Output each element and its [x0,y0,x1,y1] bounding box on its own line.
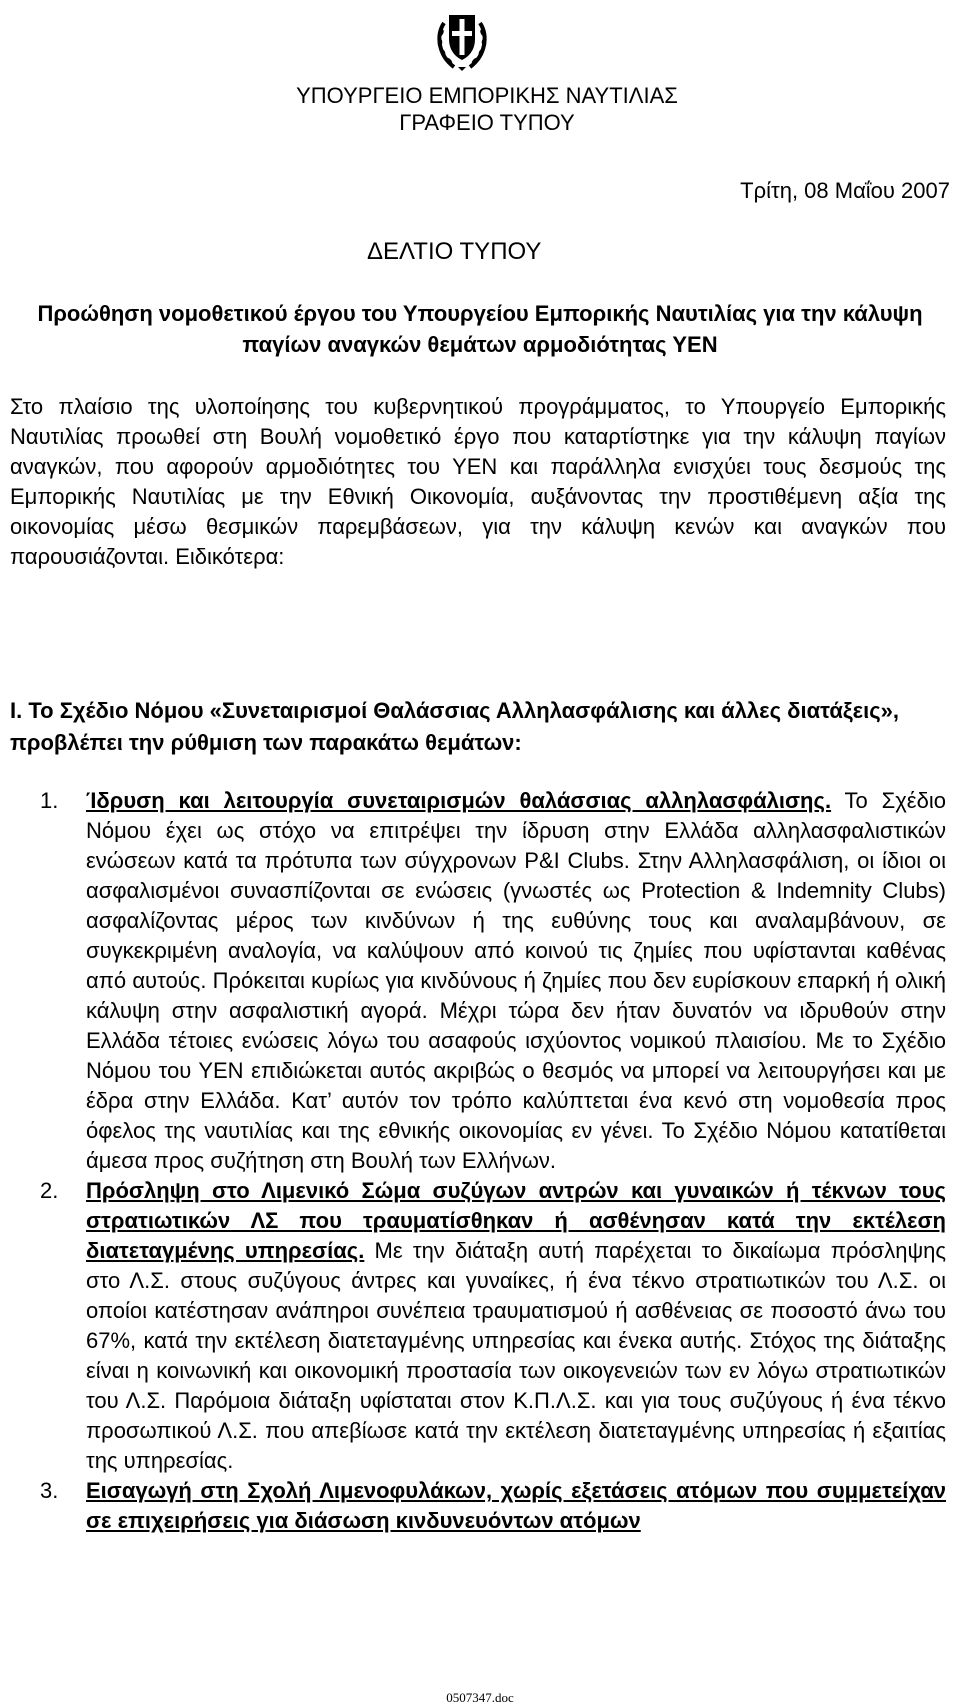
numbered-list [10,786,946,1536]
list-item-text: Το Σχέδιο Νόμου έχει ως στόχο να επιτρέψει την ίδρυση στην Ελλάδα αλληλασφαλιστικών ενώσεων κατά τα πρότυπα των σύγχρονων P&I Clubs. Στην Αλληλασφάλιση, οι ίδιοι οι ασφαλισμένοι συνασπίζονται σε ενώσεις (γνωστές ως Protection & Indemnity Clubs) ασφαλίζοντας μέρος των κινδύνων ή της ευθύνης τους και αναλαμβάνουν, σε συγκεκριμένη αναλογία, να καλύψουν από κοινού τις ζημίες που υφίστανται καθένας από αυτούς. Πρόκειται κυρίως για κινδύνους ή ζημίες που δεν ευρίσκουν επαρκή ή ολική κάλυψη στην ασφαλιστική αγορά. Μέχρι τώρα δεν ήταν δυνατόν να ιδρυθούν στην Ελλάδα τέτοιες ενώσεις λόγω του ασαφούς ισχύοντος νομικού πλαισίου. Με το Σχέδιο Νόμου του ΥΕΝ επιδιώκεται αυτός ακριβώς ο θεσμός να μπορεί να λειτουργήσει και με έδρα στην Ελλάδα. Κατ’ αυτόν τον τρόπο καλύπτεται ένα κενό στη νομοθεσία προς όφελος της ναυτιλίας και της εθνικής οικονομίας εν γένει. Το Σχέδιο Νόμου κατατίθεται άμεσα προς συζήτηση στη Βουλή των Ελλήνων. [86,788,946,1173]
list-item-text: Με την διάταξη αυτή παρέχεται το δικαίωμα πρόσληψης στο Λ.Σ. στους συζύγους άντρες και γυναίκες, ή ένα τέκνο στρατιωτικών του Λ.Σ. οι οποίοι κατέστησαν ανάπηροι συνέπεια τραυματισμού ή ασθένειας σε ποσοστό άνω του 67%, κατά την εκτέλεση διατεταγμένης υπηρεσίας και ένεκα αυτής. Στόχος της διάταξης είναι η κοινωνική και οικονομική προστασία των οικογενειών των εν λόγω στρατιωτικών του Λ.Σ. Παρόμοια διάταξη υφίσταται στον Κ.Π.Λ.Σ. και για τους συζύγους ή ένα τέκνο προσωπικού Λ.Σ. που απεβίωσε κατά την εκτέλεση διατεταγμένης υπηρεσίας ή εξαιτίας της υπηρεσίας. [86,1238,946,1473]
headline: Προώθηση νομοθετικού έργου του Υπουργείου Εμπορικής Ναυτιλίας για την κάλυψη παγίων αναγκών θεμάτων αρμοδιότητας ΥΕΝ [37,301,923,357]
document-date: Τρίτη, 08 Μαΐου 2007 [740,178,950,203]
list-item [10,786,946,1176]
press-release-title: ΔΕΛΤΙΟ ΤΥΠΟΥ [367,238,542,265]
list-item-heading: Εισαγωγή στη Σχολή Λιμενοφυλάκων, χωρίς εξετάσεις ατόμων που συμμετείχαν σε επιχειρήσεις για διάσωση κινδυνευόντων ατόμων [86,1478,946,1533]
section-title: Ι. Το Σχέδιο Νόμου «Συνεταιρισμοί Θαλάσσιας Αλληλασφάλισης και άλλες διατάξεις», προβλέπει την ρύθμιση των παρακάτω θεμάτων: [10,698,900,755]
list-item-heading: Ίδρυση και λειτουργία συνεταιρισμών θαλάσσιας αλληλασφάλισης. [86,788,832,813]
list-item [10,1176,946,1476]
list-item-number: 1. [40,788,59,813]
intro-paragraph: Στο πλαίσιο της υλοποίησης του κυβερνητικού προγράμματος, το Υπουργείο Εμπορικής Ναυτιλίας προωθεί στη Βουλή νομοθετικό έργο που καταρτίστηκε για την κάλυψη παγίων αναγκών, που αφορούν αρμοδιότητες του ΥΕΝ και παράλληλα ενισχύει τους δεσμούς της Εμπορικής Ναυτιλίας με την Εθνική Οικονομία, αυξάνοντας την προστιθέμενη αξία της οικονομίας μέσω θεσμικών παρεμβάσεων, για την κάλυψη κενών και αναγκών που παρουσιάζονται. Ειδικότερα: [10,394,946,569]
list-item-heading: Πρόσληψη στο Λιμενικό Σώμα συζύγων αντρών και γυναικών ή τέκνων τους στρατιωτικών ΛΣ που τραυματίσθηκαν ή ασθένησαν κατά την εκτέλεση διατεταγμένης υπηρεσίας. [86,1178,946,1263]
list-item-number: 3. [40,1478,59,1503]
list-item-number: 2. [40,1178,59,1203]
greek-coat-of-arms-icon [434,5,490,73]
footer-filename: 0507347.doc [446,1690,514,1705]
ministry-name: ΥΠΟΥΡΓΕΙΟ ΕΜΠΟΡΙΚΗΣ ΝΑΥΤΙΛΙΑΣ [296,83,678,108]
list-item [10,1476,946,1536]
office-name: ΓΡΑΦΕΙΟ ΤΥΠΟΥ [399,110,575,135]
